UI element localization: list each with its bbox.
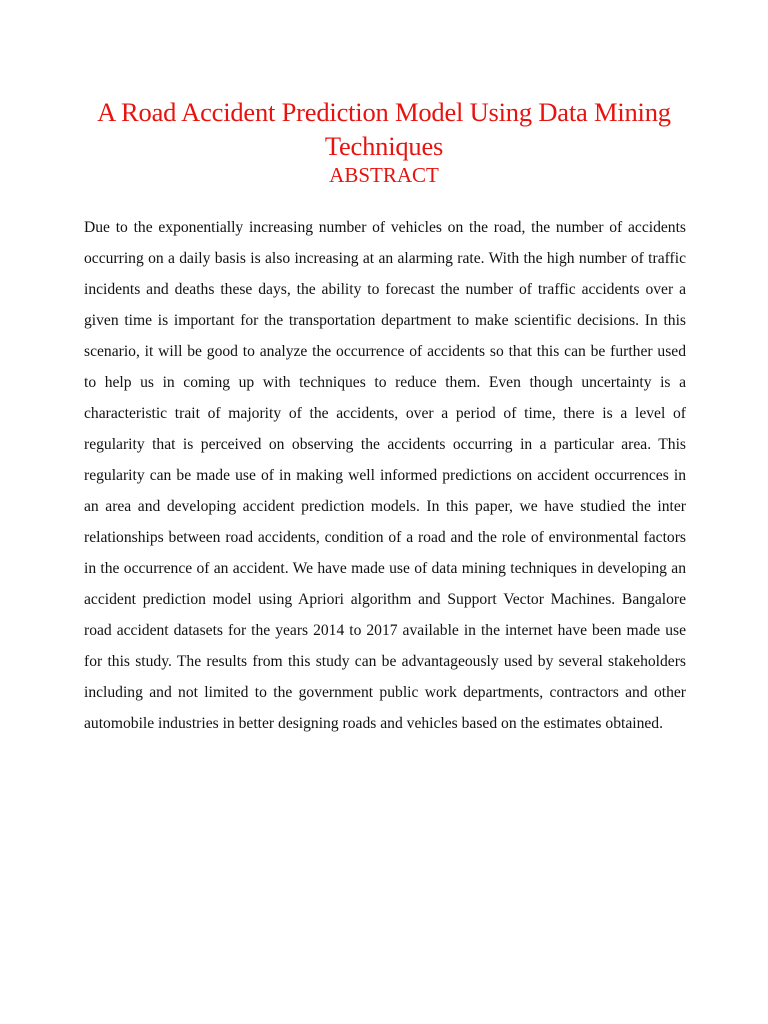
paper-title: A Road Accident Prediction Model Using Data Mining Techniques (97, 97, 671, 161)
abstract-heading: ABSTRACT (329, 163, 439, 187)
abstract-paragraph: Due to the exponentially increasing number of vehicles on the road, the number of accidents occurring on a daily basis is also increasing at an alarming rate. With the high number of traffic incidents and deaths these days, the ability to forecast the number of traffic accidents over a given time is important for the transportation department to make scientific decisions. In this scenario, it will be good to analyze the occurrence of accidents so that this can be further used to help us in coming up with techniques to reduce them. Even though uncertainty is a characteristic trait of majority of the accidents, over a period of time, there is a level of regularity that is perceived on observing the accidents occurring in a particular area. This regularity can be made use of in making well informed predictions on accident occurrences in an area and developing accident prediction models. In this paper, we have studied the inter relationships between road accidents, condition of a road and the role of environmental factors in the occurrence of an accident. We have made use of data mining techniques in developing an accident prediction model using Apriori algorithm and Support Vector Machines. Bangalore road accident datasets for the years 2014 to 2017 available in the internet have been made use for this study. The results from this study can be advantageously used by several stakeholders including and not limited to the government public work departments, contractors and other automobile industries in better designing roads and vehicles based on the estimates obtained. (84, 219, 686, 732)
